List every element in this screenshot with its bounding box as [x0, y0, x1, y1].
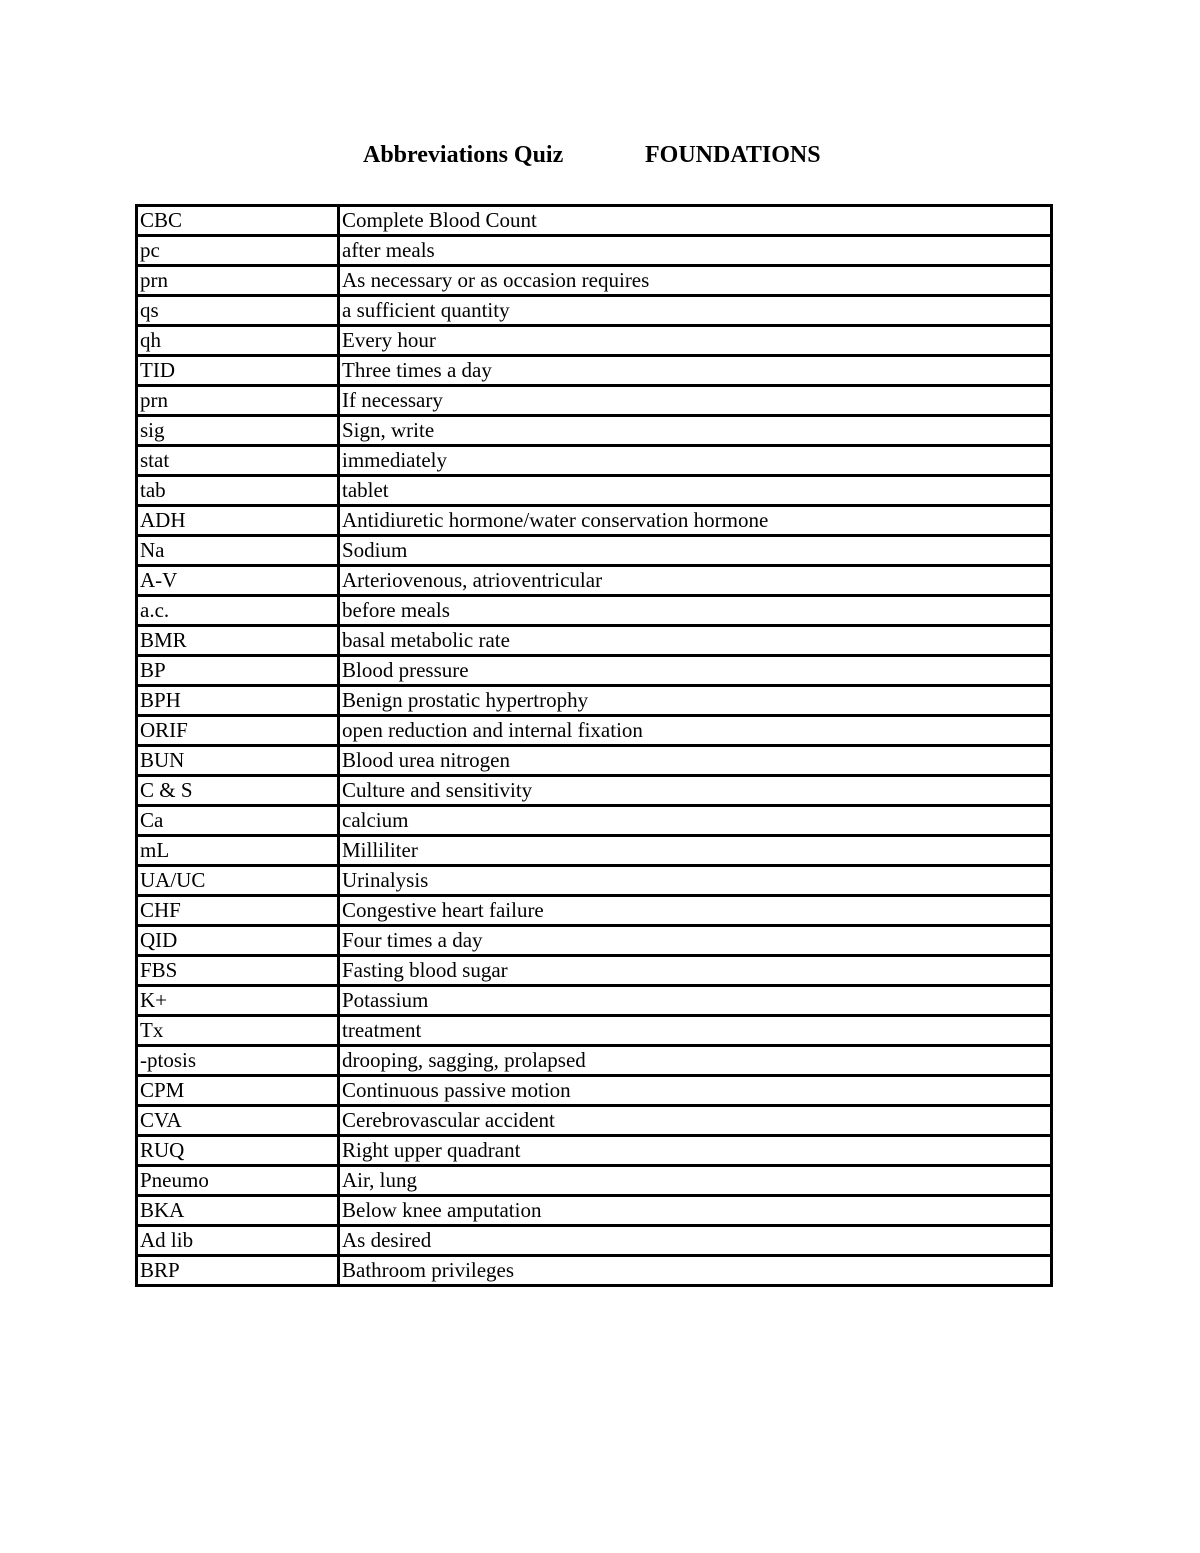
abbreviation-cell: Tx	[137, 1016, 339, 1046]
meaning-cell: Blood pressure	[339, 656, 1052, 686]
table-row	[137, 1076, 1052, 1106]
meaning-cell: Sign, write	[339, 416, 1052, 446]
abbreviation-cell: -ptosis	[137, 1046, 339, 1076]
abbreviation-cell: ADH	[137, 506, 339, 536]
abbreviation-cell: CHF	[137, 896, 339, 926]
table-row	[137, 296, 1052, 326]
abbreviations-table	[135, 204, 1053, 1287]
table-row	[137, 356, 1052, 386]
meaning-cell: Antidiuretic hormone/water conservation hormone	[339, 506, 1052, 536]
table-row	[137, 386, 1052, 416]
abbreviation-cell: ORIF	[137, 716, 339, 746]
abbreviation-cell: qh	[137, 326, 339, 356]
meaning-cell: Sodium	[339, 536, 1052, 566]
table-row	[137, 1136, 1052, 1166]
table-row	[137, 1106, 1052, 1136]
meaning-cell: Fasting blood sugar	[339, 956, 1052, 986]
meaning-cell: immediately	[339, 446, 1052, 476]
meaning-cell: tablet	[339, 476, 1052, 506]
table-row	[137, 896, 1052, 926]
abbreviation-cell: K+	[137, 986, 339, 1016]
abbreviation-cell: CBC	[137, 206, 339, 236]
meaning-cell: open reduction and internal fixation	[339, 716, 1052, 746]
abbreviation-cell: stat	[137, 446, 339, 476]
meaning-cell: after meals	[339, 236, 1052, 266]
abbreviation-cell: BUN	[137, 746, 339, 776]
meaning-cell: Urinalysis	[339, 866, 1052, 896]
meaning-cell: As necessary or as occasion requires	[339, 266, 1052, 296]
table-body	[137, 206, 1052, 1286]
table-row	[137, 1016, 1052, 1046]
abbreviation-cell: prn	[137, 386, 339, 416]
meaning-cell: As desired	[339, 1226, 1052, 1256]
abbreviation-cell: qs	[137, 296, 339, 326]
table-row	[137, 1256, 1052, 1286]
table-row	[137, 956, 1052, 986]
table-row	[137, 596, 1052, 626]
meaning-cell: Four times a day	[339, 926, 1052, 956]
table-row	[137, 476, 1052, 506]
meaning-cell: Potassium	[339, 986, 1052, 1016]
table-row	[137, 656, 1052, 686]
abbreviation-cell: CVA	[137, 1106, 339, 1136]
meaning-cell: Congestive heart failure	[339, 896, 1052, 926]
table-row	[137, 776, 1052, 806]
abbreviation-cell: BMR	[137, 626, 339, 656]
meaning-cell: Blood urea nitrogen	[339, 746, 1052, 776]
abbreviation-cell: Ad lib	[137, 1226, 339, 1256]
meaning-cell: If necessary	[339, 386, 1052, 416]
meaning-cell: Every hour	[339, 326, 1052, 356]
meaning-cell: a sufficient quantity	[339, 296, 1052, 326]
abbreviation-cell: A-V	[137, 566, 339, 596]
meaning-cell: basal metabolic rate	[339, 626, 1052, 656]
abbreviation-cell: Na	[137, 536, 339, 566]
abbreviation-cell: UA/UC	[137, 866, 339, 896]
table-row	[137, 866, 1052, 896]
abbreviation-cell: prn	[137, 266, 339, 296]
abbreviation-cell: Ca	[137, 806, 339, 836]
subject-label: FOUNDATIONS	[645, 142, 821, 168]
table-row	[137, 506, 1052, 536]
page-title: Abbreviations Quiz	[363, 142, 564, 168]
meaning-cell: Air, lung	[339, 1166, 1052, 1196]
meaning-cell: Culture and sensitivity	[339, 776, 1052, 806]
abbreviation-cell: mL	[137, 836, 339, 866]
abbreviation-cell: CPM	[137, 1076, 339, 1106]
abbreviation-cell: C & S	[137, 776, 339, 806]
table-row	[137, 266, 1052, 296]
meaning-cell: Continuous passive motion	[339, 1076, 1052, 1106]
table-row	[137, 806, 1052, 836]
meaning-cell: Three times a day	[339, 356, 1052, 386]
table-row	[137, 686, 1052, 716]
table-row	[137, 1166, 1052, 1196]
table-row	[137, 536, 1052, 566]
table-row	[137, 1046, 1052, 1076]
meaning-cell: drooping, sagging, prolapsed	[339, 1046, 1052, 1076]
table-row	[137, 416, 1052, 446]
table-row	[137, 746, 1052, 776]
meaning-cell: Below knee amputation	[339, 1196, 1052, 1226]
abbreviation-cell: a.c.	[137, 596, 339, 626]
table-row	[137, 206, 1052, 236]
abbreviation-cell: TID	[137, 356, 339, 386]
table-row	[137, 716, 1052, 746]
abbreviation-cell: BRP	[137, 1256, 339, 1286]
meaning-cell: before meals	[339, 596, 1052, 626]
abbreviation-cell: tab	[137, 476, 339, 506]
abbreviation-cell: BPH	[137, 686, 339, 716]
abbreviation-cell: RUQ	[137, 1136, 339, 1166]
meaning-cell: Arteriovenous, atrioventricular	[339, 566, 1052, 596]
meaning-cell: Milliliter	[339, 836, 1052, 866]
table-row	[137, 1196, 1052, 1226]
abbreviation-cell: sig	[137, 416, 339, 446]
meaning-cell: treatment	[339, 1016, 1052, 1046]
abbreviation-cell: FBS	[137, 956, 339, 986]
table-row	[137, 566, 1052, 596]
meaning-cell: Benign prostatic hypertrophy	[339, 686, 1052, 716]
meaning-cell: Complete Blood Count	[339, 206, 1052, 236]
meaning-cell: Cerebrovascular accident	[339, 1106, 1052, 1136]
meaning-cell: calcium	[339, 806, 1052, 836]
abbreviation-cell: QID	[137, 926, 339, 956]
abbreviation-cell: BKA	[137, 1196, 339, 1226]
table-row	[137, 626, 1052, 656]
meaning-cell: Bathroom privileges	[339, 1256, 1052, 1286]
page-header	[0, 142, 1200, 176]
abbreviation-cell: Pneumo	[137, 1166, 339, 1196]
abbreviation-cell: pc	[137, 236, 339, 266]
table-row	[137, 326, 1052, 356]
table-row	[137, 986, 1052, 1016]
table-row	[137, 836, 1052, 866]
table-row	[137, 926, 1052, 956]
table-row	[137, 1226, 1052, 1256]
table-row	[137, 446, 1052, 476]
meaning-cell: Right upper quadrant	[339, 1136, 1052, 1166]
abbreviation-cell: BP	[137, 656, 339, 686]
table-row	[137, 236, 1052, 266]
